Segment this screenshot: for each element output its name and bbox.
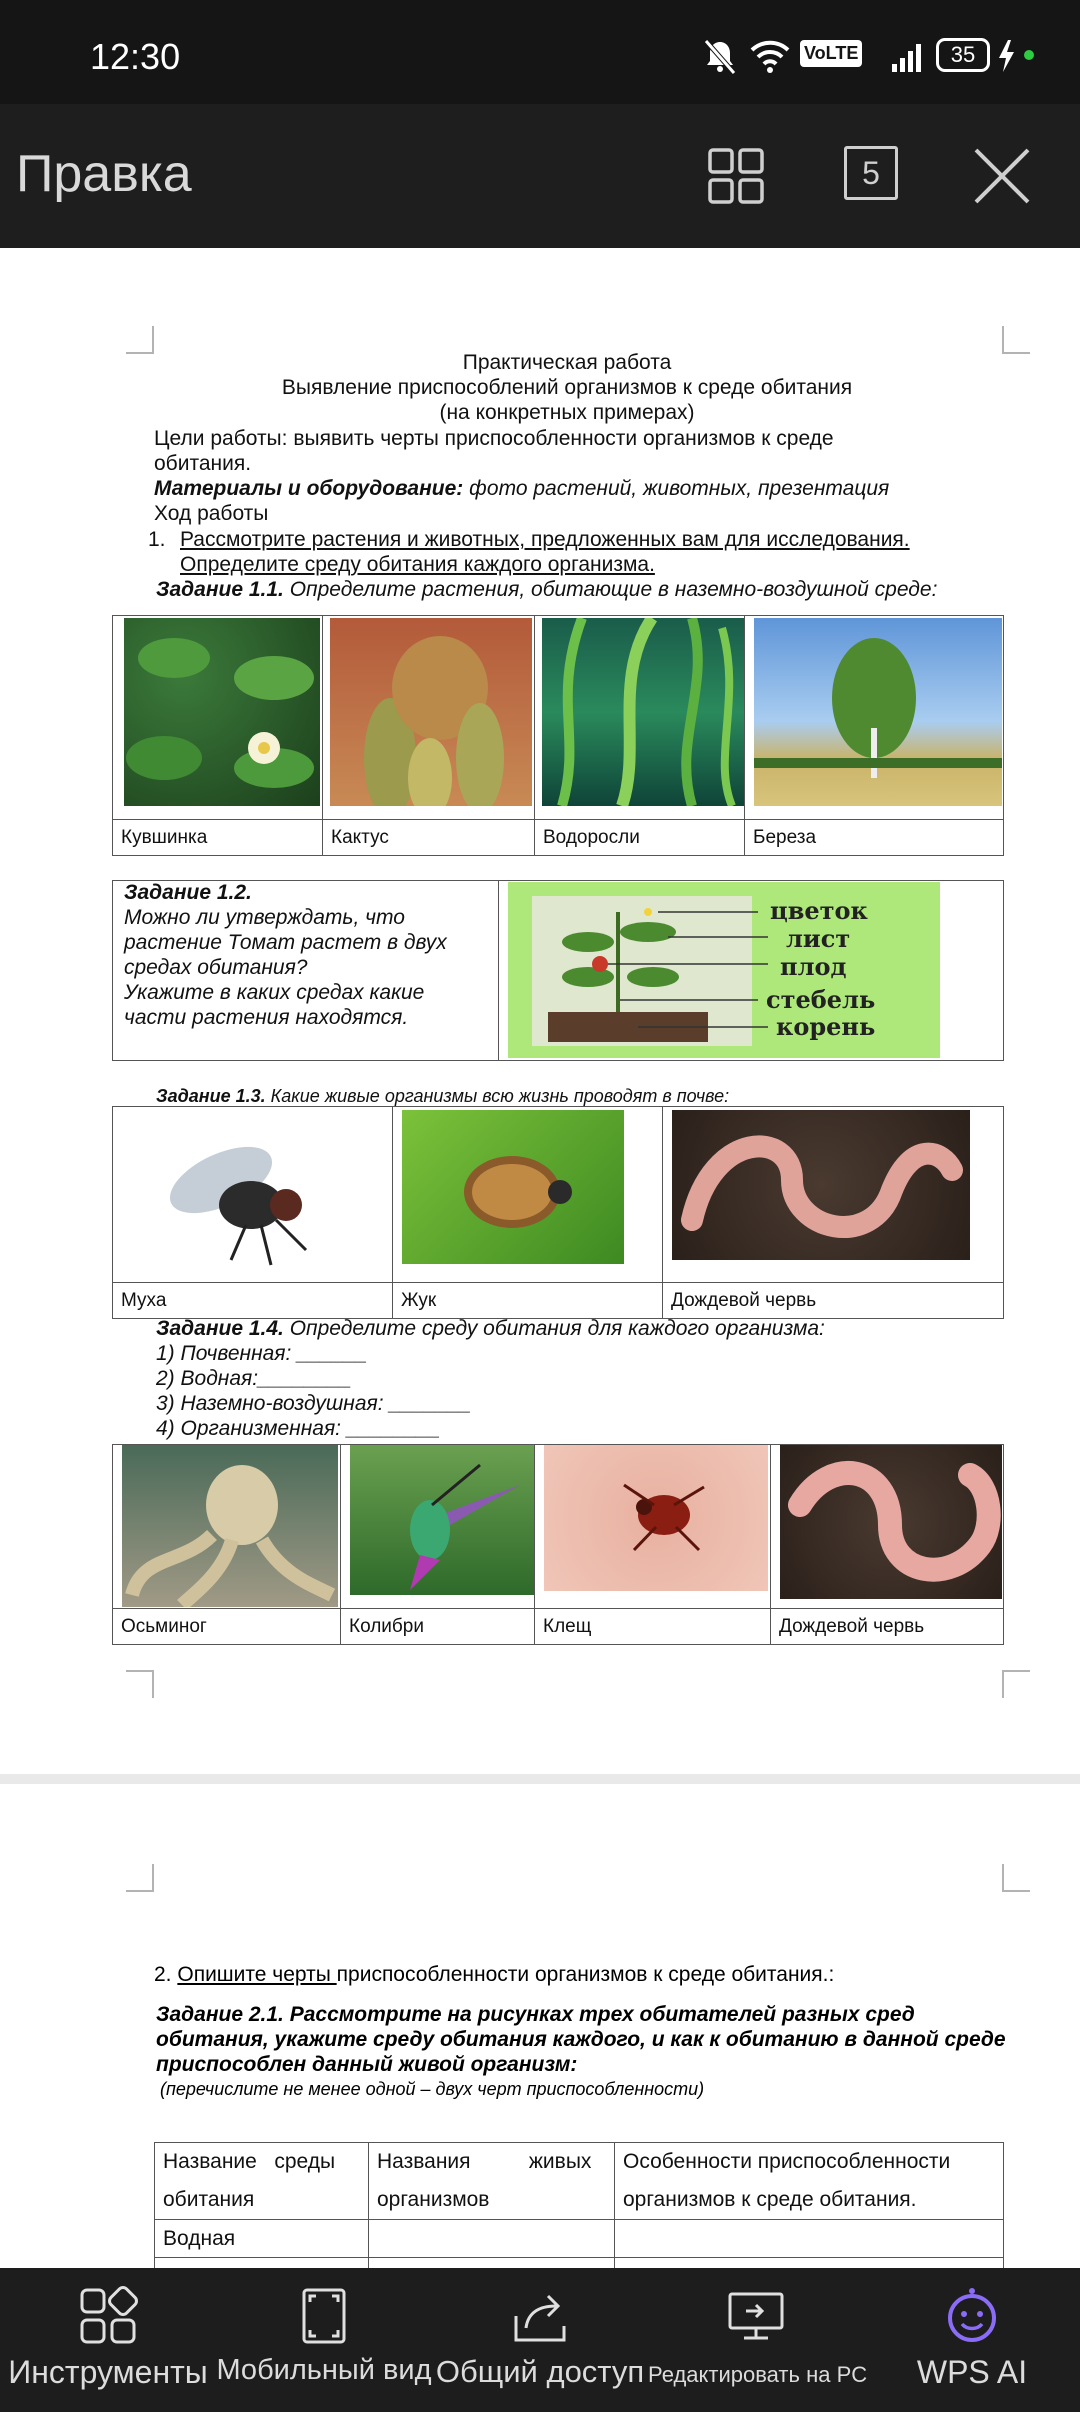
animal-caption: Клещ — [535, 1609, 771, 1645]
step2-line — [154, 1962, 834, 1987]
status-icons — [700, 36, 1080, 84]
status-bar — [0, 0, 1080, 104]
step2-text: приспособленности организмов к среде обитания.: — [336, 1963, 835, 1986]
edit-on-pc-button[interactable] — [648, 2286, 868, 2388]
table-header-cell — [369, 2143, 615, 2220]
tomato-label: лист — [786, 924, 851, 953]
bottom-toolbar — [0, 2268, 1080, 2412]
task-1-2-line: части растения находятся. — [124, 1006, 409, 1029]
header-line: организмов к среде обитания. — [623, 2188, 917, 2211]
task-1-4-item: 2) Водная:________ — [156, 1367, 352, 1390]
wps-ai-icon — [942, 2286, 1002, 2346]
table-cell[interactable] — [615, 2220, 1004, 2258]
task-2-1-line: обитания, укажите среду обитания каждого, и как к обитанию в данной среде — [156, 2028, 1006, 2051]
document-page-1[interactable] — [0, 248, 1080, 1774]
materials-line — [154, 476, 889, 501]
seaweed-photo — [542, 618, 744, 806]
table-header-cell — [615, 2143, 1004, 2220]
task-1-4-line — [156, 1316, 825, 1341]
tick-photo — [544, 1445, 768, 1591]
task-1-1-label: Задание 1.1. — [156, 578, 284, 601]
grid-icon — [704, 144, 768, 208]
clock: 12:30 — [90, 36, 181, 77]
wps-ai-label: WPS AI — [916, 2354, 1028, 2390]
hummingbird-photo — [350, 1445, 534, 1595]
task-1-3-label: Задание 1.3. — [156, 1086, 266, 1106]
fly-photo — [136, 1110, 336, 1276]
close-icon — [970, 144, 1034, 208]
margin-mark — [126, 1670, 154, 1698]
table-cell[interactable]: Водная — [155, 2220, 369, 2258]
plant-caption: Береза — [745, 820, 1004, 856]
birch-photo — [754, 618, 1002, 806]
doc-title-note: (на конкретных примерах) — [439, 401, 695, 424]
task-1-3-text: Какие живые организмы всю жизнь проводят в почве: — [265, 1086, 730, 1106]
task-1-2-line: Укажите в каких средах какие — [124, 981, 425, 1004]
step1-text-cont: Определите среду обитания каждого организма. — [180, 553, 655, 576]
animal-caption: Жук — [393, 1283, 663, 1319]
plant-caption: Кактус — [323, 820, 535, 856]
task-2-1-note: (перечислите не менее одной – двух черт приспособленности) — [160, 2079, 705, 2099]
task-1-4-label: Задание 1.4. — [156, 1317, 284, 1340]
materials-text: фото растений, животных, презентация — [463, 477, 890, 500]
task-1-1-text: Определите растения, обитающие в наземно-воздушной среде: — [283, 578, 938, 601]
battery-level: 35 — [950, 42, 976, 67]
task-2-1-line: приспособлен данный живой организм: — [156, 2053, 578, 2076]
tomato-label: плод — [780, 952, 847, 981]
tools-button[interactable] — [0, 2286, 216, 2391]
mobile-view-button[interactable] — [216, 2286, 432, 2387]
header-line: Названия живых — [377, 2150, 592, 2173]
task-1-2-line: Можно ли утверждать, что — [124, 906, 405, 929]
goals-text: выявить черты приспособленности организмов к среде — [287, 427, 834, 450]
charging-icon — [994, 36, 1018, 81]
share-button[interactable] — [432, 2286, 648, 2390]
tomato-diagram-image — [508, 882, 940, 1058]
tools-icon — [78, 2286, 138, 2346]
mute-bell-icon — [700, 36, 740, 81]
materials-label: Материалы и оборудование: — [154, 477, 464, 500]
margin-mark — [126, 1864, 154, 1892]
wps-ai-button[interactable] — [864, 2286, 1080, 2391]
earthworm-photo — [780, 1445, 1002, 1599]
share-icon — [510, 2286, 570, 2346]
mobile-view-icon — [294, 2286, 354, 2346]
beetle-photo — [402, 1110, 624, 1264]
step1-number: 1. — [148, 528, 166, 551]
task-1-1-line — [156, 577, 937, 602]
desktop-icon — [726, 2286, 786, 2346]
octopus-photo — [122, 1445, 338, 1607]
earthworm-photo — [672, 1110, 970, 1260]
goals-line — [154, 426, 834, 451]
volte-badge: VoLTE — [800, 40, 862, 67]
animal-caption: Муха — [113, 1283, 393, 1319]
edit-mode-title[interactable]: Правка — [16, 145, 192, 203]
signal-icon — [888, 36, 928, 81]
margin-mark — [1002, 1670, 1030, 1698]
header-line: организмов — [377, 2188, 490, 2211]
progress-heading: Ход работы — [154, 502, 269, 525]
edit-on-pc-label: Редактировать на PC — [648, 2362, 868, 2387]
tomato-label: корень — [776, 1012, 876, 1041]
header-line: Особенности приспособленности — [623, 2150, 951, 2173]
task-1-2-line: средах обитания? — [124, 956, 308, 979]
animal-caption: Дождевой червь — [771, 1609, 1004, 1645]
goals-label: Цели работы: — [154, 427, 288, 450]
battery-icon — [936, 38, 990, 72]
doc-subtitle: Практическая работа — [462, 351, 672, 374]
close-button[interactable] — [970, 144, 1034, 208]
goals-text-cont: обитания. — [154, 452, 252, 475]
task-1-4-item: 3) Наземно-воздушная: _______ — [156, 1392, 472, 1415]
header-line: обитания — [163, 2188, 255, 2211]
task-2-1-line: Задание 2.1. Рассмотрите на рисунках трех обитателей разных сред — [156, 2003, 915, 2026]
doc-title: Выявление приспособлений организмов к среде обитания — [281, 376, 853, 399]
wifi-icon — [748, 36, 792, 81]
grid-view-button[interactable] — [704, 144, 768, 208]
plant-caption: Кувшинка — [113, 820, 323, 856]
tab-count-button[interactable]: 5 — [844, 146, 898, 200]
task-1-2-line: растение Томат растет в двух — [124, 931, 447, 954]
table-cell[interactable] — [369, 2220, 615, 2258]
task-1-4-item: 4) Организменная: ________ — [156, 1417, 441, 1440]
mobile-view-label: Мобильный вид — [216, 2354, 432, 2386]
animal-caption: Дождевой червь — [663, 1283, 1004, 1319]
task-1-2-label: Задание 1.2. — [124, 881, 252, 904]
tomato-label: цветок — [770, 896, 868, 925]
animal-caption: Осьминог — [113, 1609, 341, 1645]
water-lily-photo — [124, 618, 320, 806]
header-line: Название среды — [163, 2150, 336, 2173]
step2-number: 2. — [154, 1963, 172, 1986]
step1-text: Рассмотрите растения и животных, предложенных вам для исследования. — [180, 528, 910, 551]
privacy-dot-icon — [1024, 50, 1034, 60]
share-label: Общий доступ — [435, 2354, 645, 2389]
table-header-cell — [155, 2143, 369, 2220]
cactus-photo — [330, 618, 532, 806]
step2-underlined: Опишите черты — [177, 1963, 337, 1986]
margin-mark — [1002, 1864, 1030, 1892]
task-1-4-text: Определите среду обитания для каждого организма: — [283, 1317, 825, 1340]
tools-label: Инструменты — [8, 2354, 208, 2390]
editor-toolbar — [0, 104, 1080, 248]
tomato-label: стебель — [766, 985, 876, 1014]
task-1-4-item: 1) Почвенная: ______ — [156, 1342, 368, 1365]
plant-caption: Водоросли — [535, 820, 745, 856]
animal-caption: Колибри — [341, 1609, 535, 1645]
